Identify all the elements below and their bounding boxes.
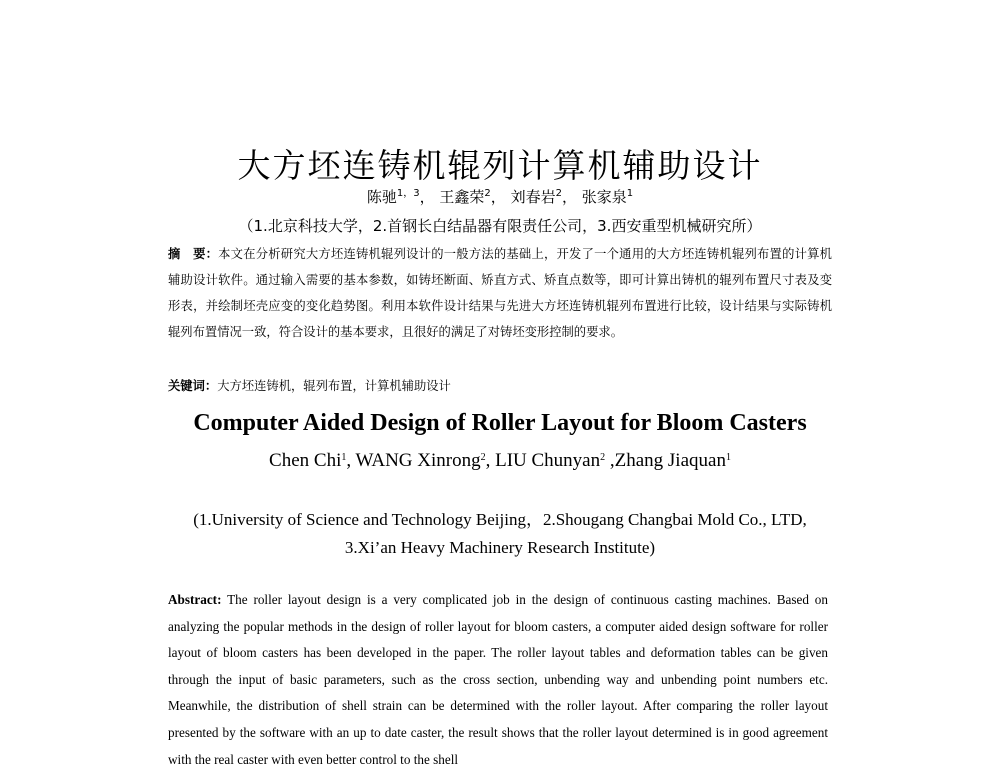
- author-name: Chen Chi: [269, 450, 342, 471]
- author-affil-mark: 2: [555, 188, 562, 199]
- english-authors: [0, 450, 1000, 472]
- author-affil-mark: 2: [484, 188, 491, 199]
- author-name: WANG Xinrong: [355, 450, 481, 471]
- author-name: 陈驰: [366, 188, 397, 206]
- author-affil-mark: 2: [480, 452, 486, 463]
- author-affil-mark: 1: [626, 188, 634, 199]
- author-separator: ，: [419, 188, 435, 206]
- author-separator: ,: [605, 450, 615, 471]
- author-name: 王鑫荣: [439, 188, 485, 206]
- author-name: 刘春岩: [510, 188, 556, 206]
- english-title: Computer Aided Design of Roller Layout for Bloom Casters: [193, 410, 807, 436]
- author-name: LIU Chunyan: [495, 450, 601, 471]
- author-separator: ，: [490, 188, 506, 206]
- chinese-keywords: [168, 373, 832, 399]
- english-abstract-text: The roller layout design is a very complicated job in the design of continuous casting machines. Based on analyzing the popular methods in the design of roller layout for bloom casters, a computer aided design software for roller layout of bloom casters has been developed in the paper. The roller layout tables and deformation tables can be given through the input of basic parameters, such as the cross section, unbending way and unbending point numbers etc. Meanwhile, the distribution of shell strain can be determined with the roller layout. After comparing the roller layout presented by the software with an up to date caster, the result shows that the roller layout determined is in good agreement with the real caster with even better control to the shell: [168, 592, 828, 767]
- chinese-keywords-label: 关键词：: [168, 379, 218, 393]
- english-affiliation: [0, 506, 1000, 562]
- author-affil-mark: 1: [341, 452, 347, 463]
- chinese-abstract-text: 本文在分析研究大方坯连铸机辊列设计的一般方法的基础上，开发了一个通用的大方坯连铸机辊列布置的计算机辅助设计软件。通过输入需要的基本参数，如铸坯断面、矫直方式、矫直点数等，即可计算出铸机的辊列布置尺寸表及变形表，并绘制坯壳应变的变化趋势图。利用本软件设计结果与先进大方坯连铸机辊列布置进行比较，设计结果与实际铸机辊列布置情况一致，符合设计的基本要求，且很好的满足了对铸坯变形控制的要求。: [168, 247, 832, 339]
- chinese-title: 大方坯连铸机辊列计算机辅助设计: [237, 146, 763, 185]
- english-affiliation-line-1: (1.University of Science and Technology Beijing，2.Shougang Changbai Mold Co., LTD,: [193, 510, 807, 529]
- chinese-affiliation: （1.北京科技大学，2.首钢长白结晶器有限责任公司，3.西安重型机械研究所）: [238, 217, 762, 235]
- author-affil-mark: 2: [600, 452, 606, 463]
- author-separator: ,: [346, 450, 356, 471]
- author-separator: ,: [485, 450, 496, 471]
- author-name: 张家泉: [581, 188, 627, 206]
- english-abstract: [168, 587, 828, 773]
- chinese-abstract-label: 摘 要：: [168, 247, 219, 261]
- author-name: Zhang Jiaquan: [614, 450, 726, 471]
- author-separator: ，: [561, 188, 577, 206]
- chinese-authors: [0, 186, 1000, 207]
- author-affil-mark: 1: [725, 452, 731, 463]
- english-abstract-label: Abstract:: [168, 592, 222, 607]
- chinese-abstract: [168, 241, 832, 345]
- author-affil-mark: 1，3: [396, 188, 420, 199]
- english-affiliation-line-2: 3.Xi’an Heavy Machinery Research Institute): [344, 538, 656, 557]
- chinese-keywords-text: 大方坯连铸机，辊列布置，计算机辅助设计: [217, 379, 451, 393]
